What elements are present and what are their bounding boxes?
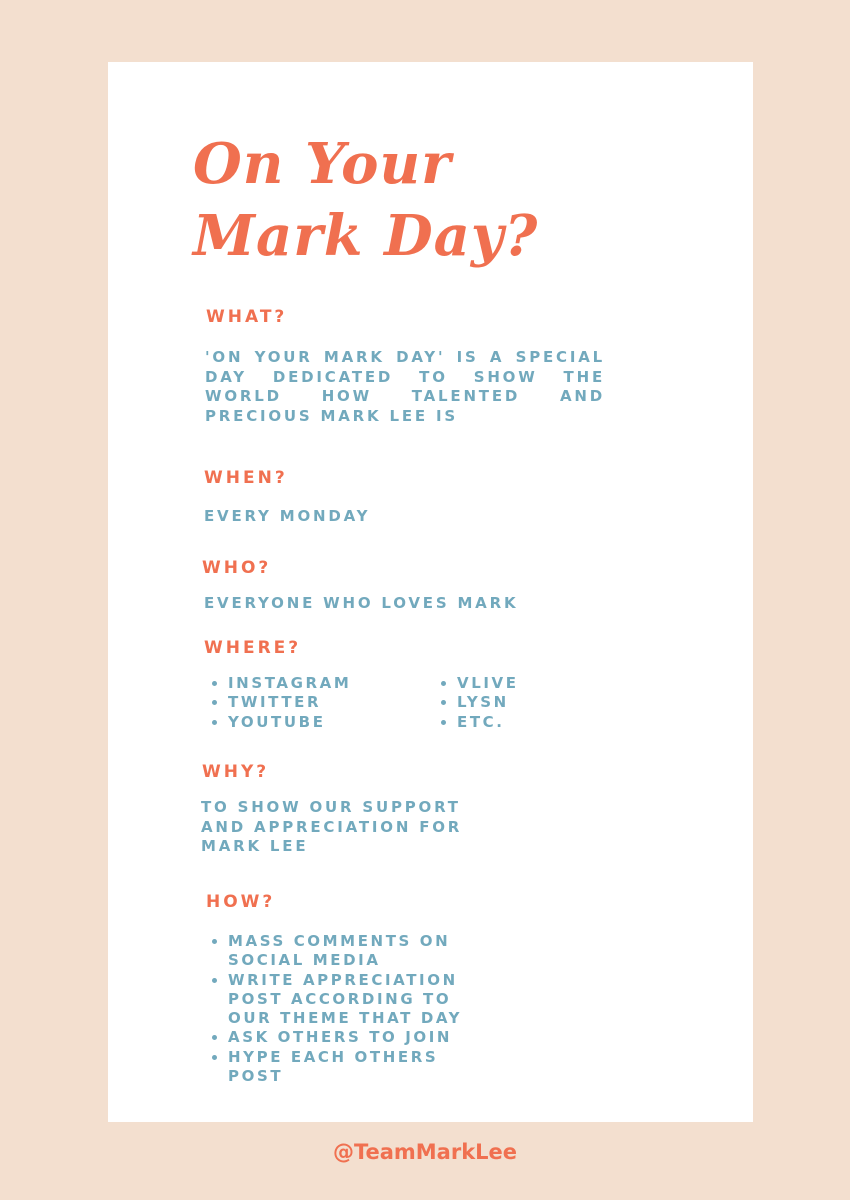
list-item [437, 693, 587, 712]
bullet-icon [212, 681, 217, 686]
list-item-label: HYPE EACH OTHERS POST [228, 1047, 439, 1086]
list-item [208, 932, 493, 971]
when-heading: WHEN? [204, 468, 288, 488]
what-body: 'ON YOUR MARK DAY' IS A SPECIAL DAY DEDICATED TO SHOW THE WORLD HOW TALENTED AND PRECIOUS MARK LEE IS [205, 348, 605, 425]
bullet-icon [441, 681, 446, 686]
list-item [208, 1028, 493, 1047]
bullet-icon [212, 1055, 217, 1060]
list-item [208, 713, 408, 732]
when-body: EVERY MONDAY [204, 507, 371, 525]
list-item [208, 971, 493, 1029]
where-list-right [437, 674, 587, 732]
how-heading: HOW? [206, 892, 276, 912]
list-item-label: TWITTER [228, 693, 322, 712]
how-list [208, 932, 493, 1086]
list-item [208, 693, 408, 712]
list-item [208, 1048, 493, 1087]
bullet-icon [212, 1035, 217, 1040]
what-heading: WHAT? [206, 307, 288, 327]
why-body: TO SHOW OUR SUPPORT AND APPRECIATION FOR MARK LEE [201, 798, 463, 855]
bullet-icon [212, 720, 217, 725]
who-heading: WHO? [202, 558, 272, 578]
list-item-label: WRITE APPRECIATION POST ACCORDING TO OUR THEME THAT DAY [228, 970, 463, 1028]
list-item-label: ASK OTHERS TO JOIN [228, 1028, 453, 1047]
bullet-icon [212, 939, 217, 944]
bullet-icon [441, 720, 446, 725]
list-item-label: VLIVE [457, 674, 519, 692]
list-item [437, 713, 587, 732]
where-heading: WHERE? [204, 638, 302, 658]
bullet-icon [441, 700, 446, 705]
list-item-label: ETC. [457, 712, 505, 731]
list-item-label: LYSN [457, 693, 509, 712]
why-heading: WHY? [202, 762, 270, 782]
list-item-label: INSTAGRAM [228, 674, 352, 692]
list-item-label: YOUTUBE [228, 712, 326, 731]
list-item [208, 674, 408, 693]
footer-handle: @TeamMarkLee [332, 1140, 518, 1164]
bullet-icon [212, 978, 217, 983]
bullet-icon [212, 700, 217, 705]
page-title: On Your Mark Day? [193, 131, 539, 269]
list-item-label: MASS COMMENTS ON SOCIAL MEDIA [228, 932, 451, 970]
who-body: EVERYONE WHO LOVES MARK [204, 594, 519, 612]
where-list-left [208, 674, 408, 732]
list-item [437, 674, 587, 693]
